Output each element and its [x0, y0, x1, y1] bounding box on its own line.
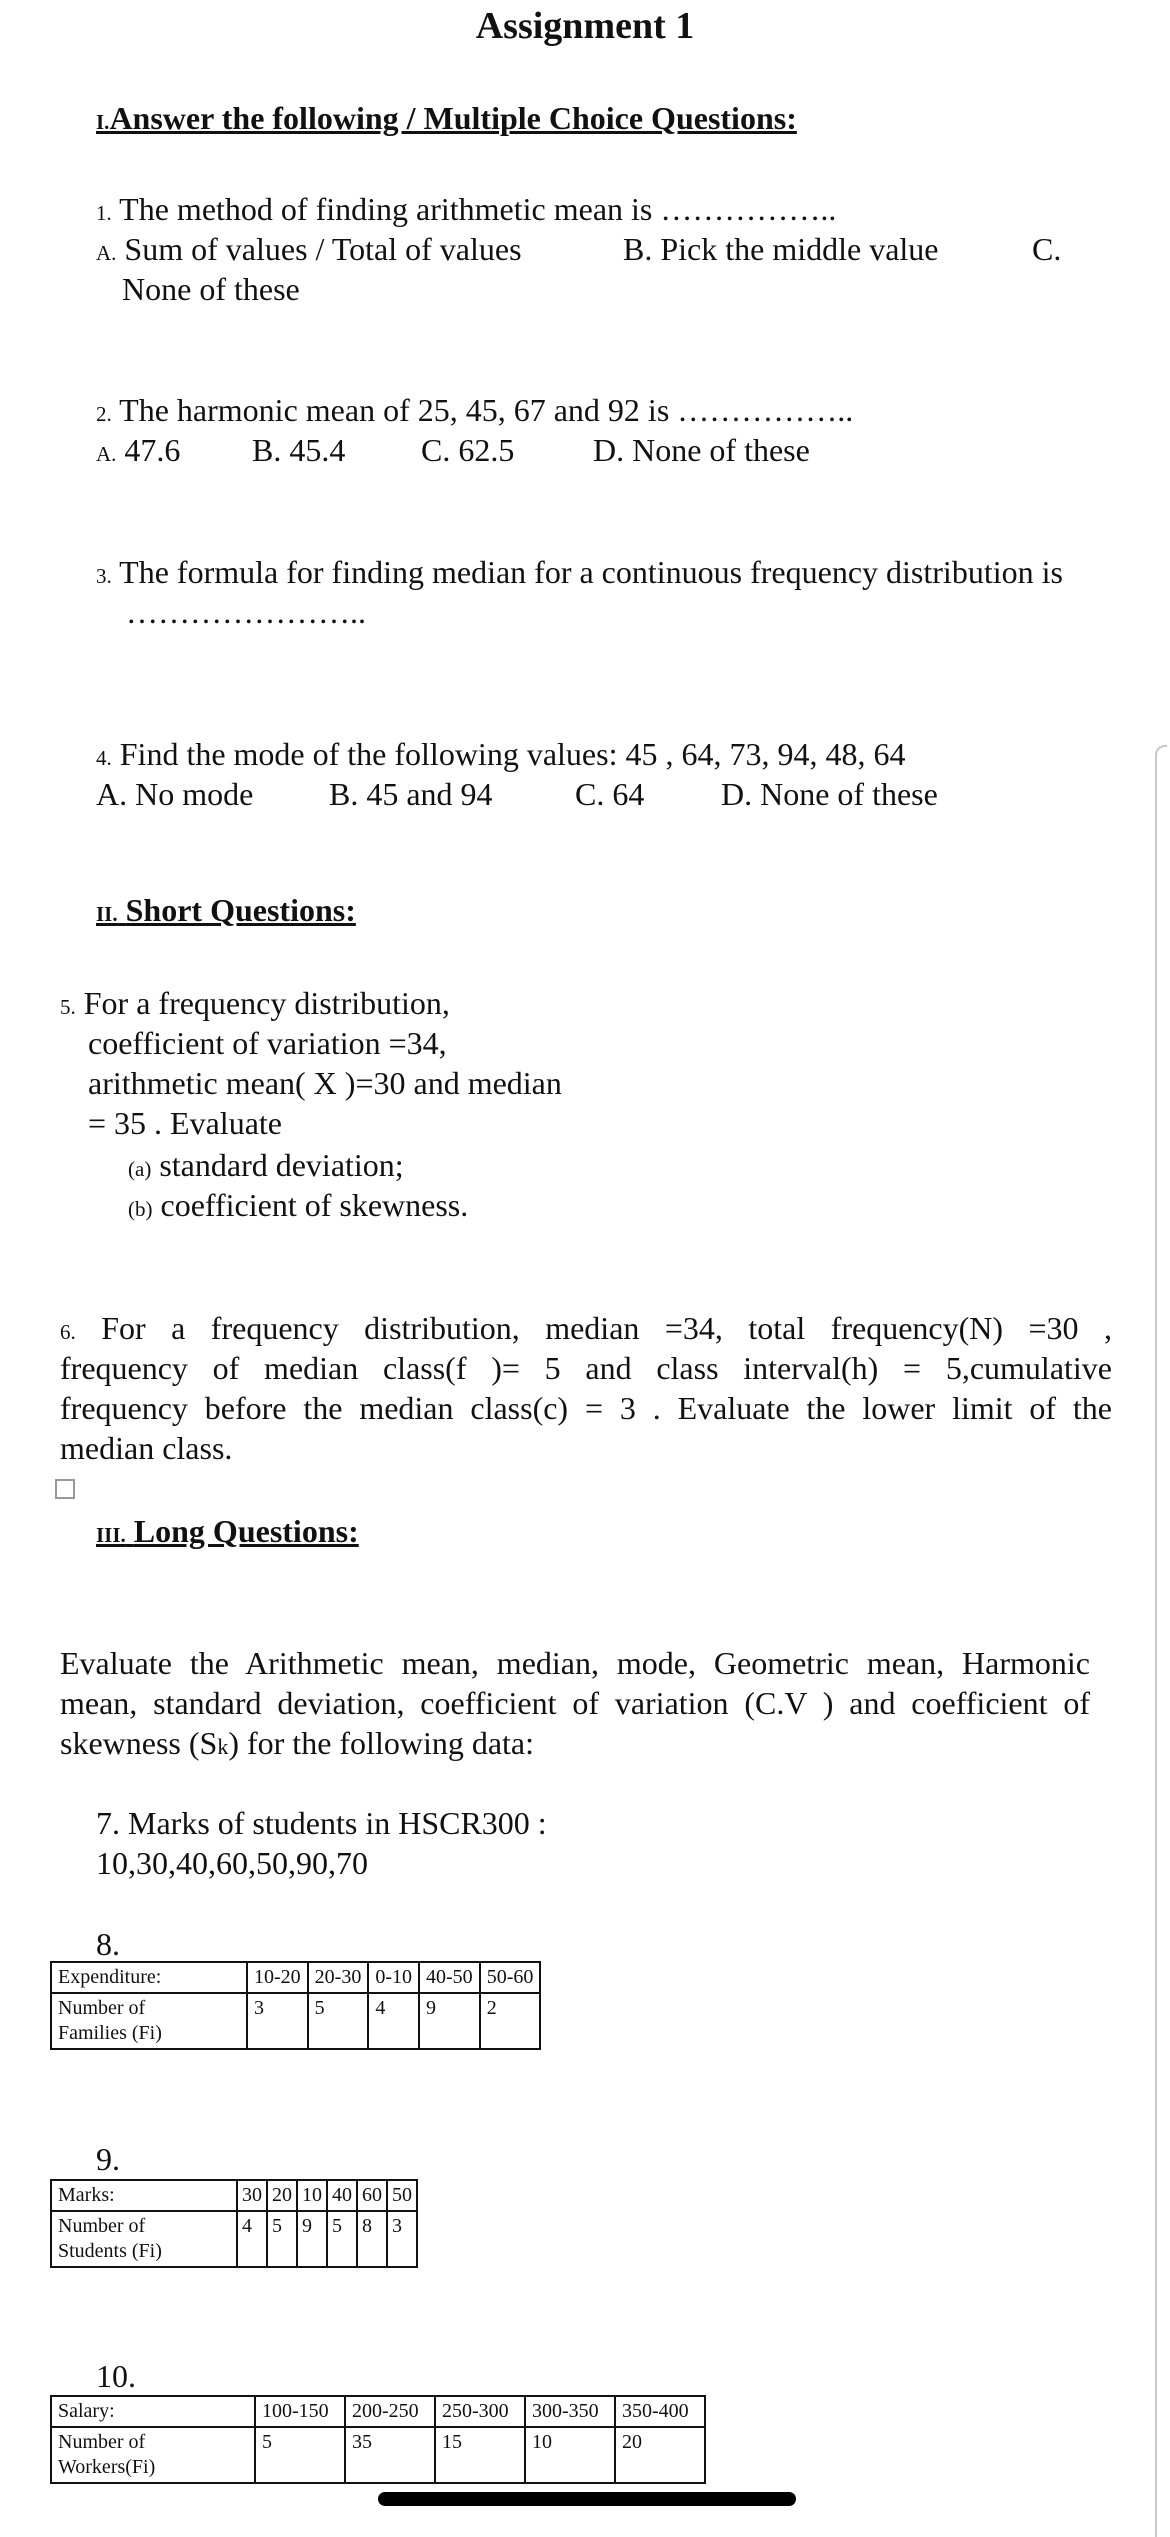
q4-option-c: C. 64 [575, 776, 645, 812]
scrollbar[interactable] [1155, 745, 1167, 2537]
option-letter: A. [96, 442, 117, 466]
label-line: Students (Fi) [58, 2240, 162, 2262]
table-cell: 4 [237, 2211, 267, 2267]
q5-part-a [128, 1145, 404, 1189]
section-number: II. [96, 902, 118, 926]
question-text: Find the mode of the following values: 45 , 64, 73, 94, 48, 64 [119, 736, 906, 772]
question-number: 1. [96, 201, 112, 225]
table-row [51, 2396, 705, 2427]
table-cell: 10 [525, 2427, 615, 2483]
question-7-line-2: 10,30,40,60,50,90,70 [96, 1845, 368, 1881]
question-3 [96, 552, 1063, 596]
question-2 [96, 390, 853, 434]
option-text: Sum of values / Total of values [124, 231, 522, 267]
table-row [51, 2211, 417, 2267]
expenditure-table [50, 1961, 541, 2050]
question-number: 3. [96, 564, 112, 588]
intro-text: ) for the following data: [228, 1725, 535, 1761]
table-cell: 5 [327, 2211, 357, 2267]
section-label: Answer the following / Multiple Choice Questions: [109, 100, 797, 136]
question-text: The formula for finding median for a continuous frequency distribution is [119, 554, 1063, 590]
section-heading-mcq [96, 100, 797, 137]
table-cell: 200-250 [345, 2396, 435, 2427]
table-row-label: Salary: [51, 2396, 255, 2427]
section-heading-long [96, 1513, 359, 1550]
table-row-label [51, 1993, 247, 2049]
table-row [51, 2180, 417, 2211]
q2-option-c: C. 62.5 [421, 432, 515, 468]
q1-option-c: None of these [122, 271, 300, 307]
table-row [51, 1962, 540, 1993]
section-heading-short [96, 892, 356, 929]
table-cell: 4 [368, 1993, 419, 2049]
question-7-line-1: 7. Marks of students in HSCR300 : [96, 1805, 547, 1841]
label-line: Workers(Fi) [58, 2456, 156, 2478]
table-cell: 15 [435, 2427, 525, 2483]
table-cell: 2 [480, 1993, 541, 2049]
section-number: I. [96, 110, 110, 134]
table-cell: 3 [247, 1993, 308, 2049]
table-cell: 5 [267, 2211, 297, 2267]
table-cell: 20 [267, 2180, 297, 2211]
part-label: (a) [128, 1157, 152, 1181]
part-text: standard deviation; [159, 1147, 404, 1183]
intro-text: skewness (S [60, 1725, 218, 1761]
table-row-label [51, 2211, 237, 2267]
option-letter: A. [96, 241, 117, 265]
table-cell: 8 [357, 2211, 387, 2267]
q4-option-b: B. 45 and 94 [329, 776, 493, 812]
table-cell: 60 [357, 2180, 387, 2211]
table-cell: 350-400 [615, 2396, 705, 2427]
section-label: Long Questions: [133, 1513, 359, 1549]
question-text: The harmonic mean of 25, 45, 67 and 92 is …………….. [119, 392, 854, 428]
part-text: coefficient of skewness. [160, 1187, 469, 1223]
question-6-line-3: frequency before the median class(c) = 3 . Evaluate the lower limit of the [60, 1390, 1112, 1426]
question-10-number: 10. [96, 2358, 136, 2394]
q1-option-a [96, 229, 522, 273]
table-cell: 20-30 [308, 1962, 369, 1993]
question-text: For a frequency distribution, [83, 985, 450, 1021]
salary-table [50, 2395, 706, 2484]
question-text: For a frequency distribution, median =34, total frequency(N) =30 , [101, 1310, 1113, 1346]
table-cell: 9 [297, 2211, 327, 2267]
home-indicator[interactable] [378, 2492, 796, 2506]
label-line: Number of [58, 2431, 146, 2453]
label-line: Number of [58, 1997, 146, 2019]
q1-option-c-letter: C. [1032, 231, 1062, 267]
question-number: 5. [60, 995, 76, 1019]
question-number: 6. [60, 1320, 76, 1344]
table-cell: 30 [237, 2180, 267, 2211]
question-6-line-2: frequency of median class(f )= 5 and class interval(h) = 5,cumulative [60, 1350, 1112, 1386]
question-1 [96, 189, 836, 233]
table-cell: 10 [297, 2180, 327, 2211]
table-cell: 50 [387, 2180, 417, 2211]
checkbox[interactable] [55, 1479, 75, 1499]
section-label: Short Questions: [125, 892, 356, 928]
q2-option-b: B. 45.4 [252, 432, 346, 468]
table-cell: 40-50 [419, 1962, 480, 1993]
long-questions-intro-line-3 [60, 1723, 534, 1767]
question-6-line-4: median class. [60, 1430, 233, 1466]
section-number: III. [96, 1523, 126, 1547]
question-5-line-4: = 35 . Evaluate [88, 1105, 282, 1141]
table-row [51, 1993, 540, 2049]
question-5-line-1 [60, 983, 450, 1027]
question-number: 4. [96, 746, 112, 770]
table-cell: 0-10 [368, 1962, 419, 1993]
table-cell: 3 [387, 2211, 417, 2267]
question-5-line-3: arithmetic mean( X )=30 and median [88, 1065, 562, 1101]
question-8-number: 8. [96, 1926, 120, 1962]
label-line: Families (Fi) [58, 2022, 162, 2044]
table-cell: 250-300 [435, 2396, 525, 2427]
q2-option-d: D. None of these [593, 432, 810, 468]
long-questions-intro-line-2: mean, standard deviation, coefficient of variation (C.V ) and coefficient of [60, 1685, 1090, 1721]
table-cell: 9 [419, 1993, 480, 2049]
table-cell: 35 [345, 2427, 435, 2483]
q4-option-a: A. No mode [96, 776, 254, 812]
question-6-line-1 [60, 1308, 1112, 1352]
question-text: The method of finding arithmetic mean is …………….. [119, 191, 837, 227]
question-number: 2. [96, 402, 112, 426]
option-text: 47.6 [124, 432, 181, 468]
table-cell: 20 [615, 2427, 705, 2483]
table-cell: 40 [327, 2180, 357, 2211]
table-cell: 50-60 [480, 1962, 541, 1993]
table-row-label: Expenditure: [51, 1962, 247, 1993]
subscript-k: k [217, 1734, 229, 1759]
q2-option-a [96, 430, 180, 474]
q4-option-d: D. None of these [721, 776, 938, 812]
q3-answer-blank: ………………….. [126, 594, 366, 630]
question-9-number: 9. [96, 2141, 120, 2177]
table-row-label [51, 2427, 255, 2483]
marks-table [50, 2179, 418, 2268]
table-row-label: Marks: [51, 2180, 237, 2211]
label-line: Number of [58, 2215, 146, 2237]
table-cell: 5 [308, 1993, 369, 2049]
long-questions-intro-line-1: Evaluate the Arithmetic mean, median, mode, Geometric mean, Harmonic [60, 1645, 1090, 1681]
part-label: (b) [128, 1197, 153, 1221]
question-5-line-2: coefficient of variation =34, [88, 1025, 447, 1061]
table-cell: 5 [255, 2427, 345, 2483]
q1-option-b: B. Pick the middle value [623, 231, 939, 267]
table-cell: 10-20 [247, 1962, 308, 1993]
question-4 [96, 734, 905, 778]
q5-part-b [128, 1185, 468, 1229]
page-title: Assignment 1 [475, 5, 695, 47]
table-row [51, 2427, 705, 2483]
table-cell: 100-150 [255, 2396, 345, 2427]
table-cell: 300-350 [525, 2396, 615, 2427]
